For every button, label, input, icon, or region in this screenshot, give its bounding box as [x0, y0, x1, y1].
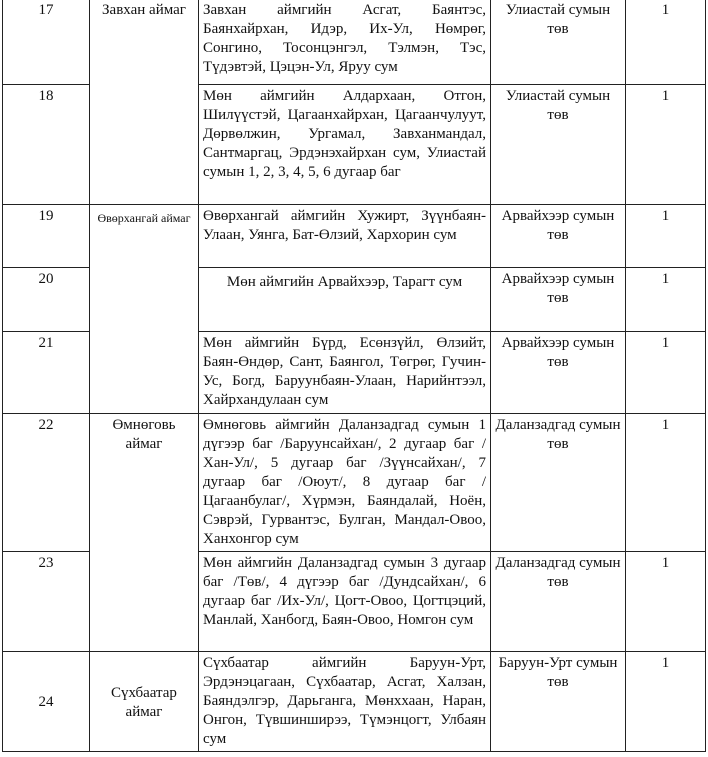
aimag-name: Өвөрхангай аймаг: [90, 205, 199, 268]
count-value: 1: [626, 414, 706, 552]
table-row: [3, 0, 706, 85]
center-location: Арвайхээр сумын төв: [491, 268, 626, 332]
row-number: 17: [3, 0, 90, 85]
district-list: Мөн аймгийн Алдархаан, Отгон, Шилүүстэй, Цагаанхайрхан, Цагаанчулуут, Дөрвөлжин, Ургамал, Завханмандал, Сантмаргац, Эрдэнэхайрхан сум, Улиастай сумын 1, 2, 3, 4, 5, 6 дугаар баг: [199, 85, 491, 205]
aimag-name: [90, 552, 199, 652]
center-location: Улиастай сумын төв: [491, 0, 626, 85]
count-value: 1: [626, 332, 706, 414]
district-list: Мөн аймгийн Арвайхээр, Тарагт сум: [199, 268, 491, 332]
aimag-name: [90, 85, 199, 205]
district-list: Мөн аймгийн Бүрд, Есөнзүйл, Өлзийт, Баян-Өндөр, Сант, Баянгол, Төгрөг, Гучин-Ус, Богд, Баруунбаян-Улаан, Нарийнтээл, Хайрхандулаан сум: [199, 332, 491, 414]
aimag-name: [90, 332, 199, 414]
row-number: 23: [3, 552, 90, 652]
aimag-name: Өмнөговь аймаг: [90, 414, 199, 552]
center-location: Арвайхээр сумын төв: [491, 205, 626, 268]
table-row: [3, 85, 706, 205]
table-row: [3, 552, 706, 652]
table-row: [3, 205, 706, 268]
row-number: 20: [3, 268, 90, 332]
center-location: Улиастай сумын төв: [491, 85, 626, 205]
district-list: Өмнөговь аймгийн Даланзадгад сумын 1 дүгээр баг /Баруунсайхан/, 2 дугаар баг /Хан-Ул/, 5 дугаар баг /Зүүнсайхан/, 7 дугаар баг /Оюут/, 8 дугаар баг /Цагаанбулаг/, Хүрмэн, Баяндалай, Ноён, Сэврэй, Гурвантэс, Булган, Мандал-Овоо, Ханхонгор сум: [199, 414, 491, 552]
aimag-name: Сүхбаатар аймаг: [90, 652, 199, 752]
table-row: [3, 268, 706, 332]
center-location: Даланзадгад сумын төв: [491, 414, 626, 552]
count-value: 1: [626, 205, 706, 268]
district-list: Завхан аймгийн Асгат, Баянтэс, Баянхайрхан, Идэр, Их-Ул, Нөмрөг, Сонгино, Тосонцэнгэл, Тэлмэн, Тэс, Түдэвтэй, Цэцэн-Ул, Яруу сум: [199, 0, 491, 85]
row-number: 24: [3, 652, 90, 752]
center-location: Баруун-Урт сумын төв: [491, 652, 626, 752]
table-row: [3, 414, 706, 552]
row-number: 18: [3, 85, 90, 205]
count-value: 1: [626, 85, 706, 205]
aimag-name: Завхан аймаг: [90, 0, 199, 85]
count-value: 1: [626, 0, 706, 85]
table-row: [3, 652, 706, 752]
center-location: Арвайхээр сумын төв: [491, 332, 626, 414]
aimag-name: [90, 268, 199, 332]
district-list: Сүхбаатар аймгийн Баруун-Урт, Эрдэнэцагаан, Сүхбаатар, Асгат, Халзан, Баяндэлгэр, Дарьганга, Мөнххаан, Наран, Онгон, Түвшинширээ, Түмэнцогт, Улбаян сум: [199, 652, 491, 752]
count-value: 1: [626, 268, 706, 332]
table-row: [3, 332, 706, 414]
district-list: Өвөрхангай аймгийн Хужирт, Зүүнбаян-Улаан, Уянга, Бат-Өлзий, Хархорин сум: [199, 205, 491, 268]
district-table: [2, 0, 706, 752]
row-number: 21: [3, 332, 90, 414]
count-value: 1: [626, 552, 706, 652]
row-number: 22: [3, 414, 90, 552]
count-value: 1: [626, 652, 706, 752]
row-number: 19: [3, 205, 90, 268]
center-location: Даланзадгад сумын төв: [491, 552, 626, 652]
district-list: Мөн аймгийн Даланзадгад сумын 3 дугаар баг /Төв/, 4 дүгээр баг /Дундсайхан/, 6 дугаар баг /Их-Ул/, Цогт-Овоо, Цогтцэций, Манлай, Ханбогд, Баян-Овоо, Номгон сум: [199, 552, 491, 652]
